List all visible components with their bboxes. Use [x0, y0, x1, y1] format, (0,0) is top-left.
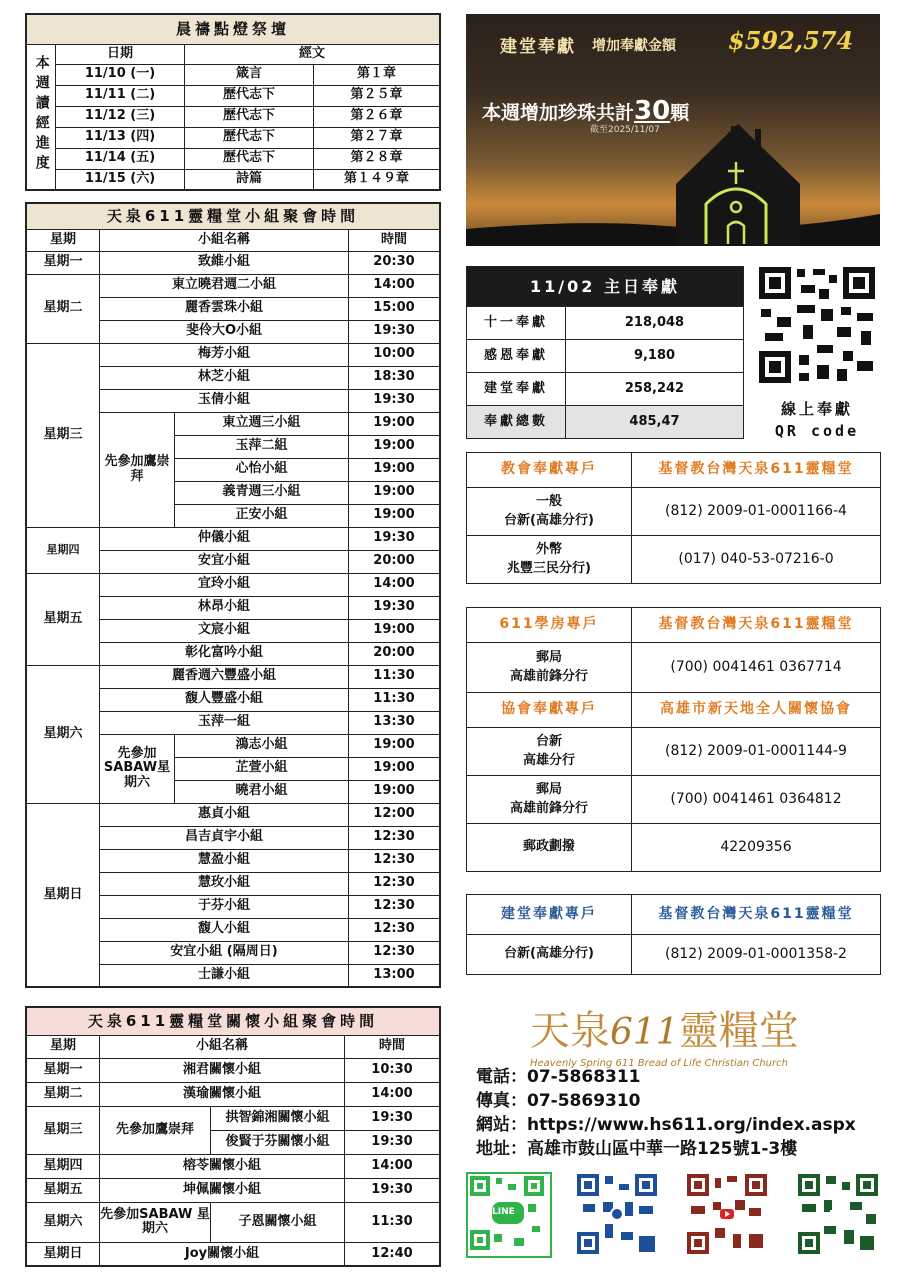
group-name: 坤佩關懷小組 [100, 1178, 345, 1202]
group-name: 湘君關懷小組 [100, 1058, 345, 1082]
account-bank: 台新 高雄分行 [467, 728, 632, 776]
account-bank: 一般 台新(高雄分行) [467, 488, 632, 536]
line-qr[interactable] [466, 1172, 552, 1258]
group-name: 致維小組 [100, 251, 349, 274]
line-label: LINE [492, 1207, 515, 1217]
group-name: 士謙小組 [100, 964, 349, 987]
group-time: 10:30 [345, 1058, 441, 1082]
scripture-header: 經文 [185, 44, 441, 64]
online-offering-label: 線上奉獻 QR code [774, 400, 860, 440]
youtube-qr[interactable] [685, 1172, 769, 1256]
group-name-header: 小組名稱 [100, 1035, 345, 1058]
group-name: 拱智錦湘關懷小組 [211, 1106, 345, 1130]
account-name: 高雄市新天地全人關懷協會 [632, 693, 881, 728]
eagle-worship-note: 先參加鷹崇拜 [100, 1106, 211, 1154]
reading-chapter: 第１章 [314, 64, 441, 85]
account-header: 教會奉獻專戶 [467, 453, 632, 488]
account-bank: 郵政劃撥 [467, 824, 632, 872]
group-time: 19:30 [345, 1130, 441, 1154]
offering-amount: 258,242 [566, 373, 744, 406]
group-name: 安宜小組 (隔周日) [100, 941, 349, 964]
time-header: 時間 [345, 1035, 441, 1058]
group-time: 19:30 [349, 527, 441, 550]
offering-amount: 218,048 [566, 307, 744, 340]
reading-book: 歷代志下 [185, 106, 314, 127]
group-name: 子恩關懷小組 [211, 1202, 345, 1242]
account-bank: 郵局 高雄前鋒分行 [467, 776, 632, 824]
account-name: 基督教台灣天泉611靈糧堂 [632, 608, 881, 643]
account-bank: 外幣 兆豐三民分行) [467, 536, 632, 584]
group-name: Joy關懷小組 [100, 1242, 345, 1266]
group-name: 玉倩小組 [100, 389, 349, 412]
group-time: 12:40 [345, 1242, 441, 1266]
offering-type: 十一奉獻 [467, 307, 566, 340]
group-name: 正安小組 [175, 504, 349, 527]
weekday-cell: 星期一 [26, 251, 100, 274]
group-name: 慧玫小組 [100, 872, 349, 895]
group-name: 玉萍一組 [100, 711, 349, 734]
qr-code-icon [757, 265, 877, 385]
group-name: 林芝小組 [100, 366, 349, 389]
account-header: 611學房專戶 [467, 608, 632, 643]
offering-type: 感恩奉獻 [467, 340, 566, 373]
weekday-cell: 星期二 [26, 274, 100, 343]
group-time: 12:30 [349, 872, 441, 895]
group-time: 11:30 [349, 688, 441, 711]
group-time: 19:30 [345, 1178, 441, 1202]
fax: 傳真：07-5869310 [476, 1091, 641, 1111]
group-time: 10:00 [349, 343, 441, 366]
weekday-cell: 星期四 [26, 1154, 100, 1178]
group-time: 14:00 [345, 1154, 441, 1178]
group-time: 20:30 [349, 251, 441, 274]
reading-chapter: 第２８章 [314, 148, 441, 169]
pearls-date: 截至2025/11/07 [590, 125, 660, 135]
group-time: 19:30 [345, 1106, 441, 1130]
phone: 電話：07-5868311 [476, 1067, 641, 1087]
sabaw-note: 先參加SABAW星期六 [100, 734, 175, 803]
group-name: 馥人豐盛小組 [100, 688, 349, 711]
group-time: 19:00 [349, 412, 441, 435]
group-time: 19:00 [349, 757, 441, 780]
reading-chapter: 第２５章 [314, 85, 441, 106]
group-name: 昌吉貞宇小組 [100, 826, 349, 849]
group-time: 19:30 [349, 596, 441, 619]
time-header: 時間 [349, 229, 441, 251]
account-bank: 台新(高雄分行) [467, 935, 632, 975]
group-time: 19:00 [349, 481, 441, 504]
weekday-cell: 星期三 [26, 343, 100, 527]
group-time: 13:30 [349, 711, 441, 734]
church-account-table [466, 452, 881, 584]
group-time: 14:00 [345, 1082, 441, 1106]
weekday-header: 星期 [26, 229, 100, 251]
weekday-cell: 星期五 [26, 573, 100, 665]
group-name: 慧盈小組 [100, 849, 349, 872]
group-name: 玉萍二組 [175, 435, 349, 458]
group-name: 東立週三小組 [175, 412, 349, 435]
group-time: 19:00 [349, 619, 441, 642]
account-number: (700) 0041461 0367714 [632, 643, 881, 693]
weekday-cell: 星期一 [26, 1058, 100, 1082]
group-time: 15:00 [349, 297, 441, 320]
qr-code-icon [685, 1172, 769, 1256]
group-time: 19:30 [349, 389, 441, 412]
small-group-title: 天泉611靈糧堂小組聚會時間 [26, 203, 440, 229]
weekday-cell: 星期日 [26, 1242, 100, 1266]
account-number: (812) 2009-01-0001166-4 [632, 488, 881, 536]
website-qr[interactable] [796, 1172, 880, 1256]
banner-line2: 增加奉獻金額 [592, 38, 676, 54]
group-time: 12:30 [349, 849, 441, 872]
contact-info [476, 1065, 896, 1161]
group-name: 于芬小組 [100, 895, 349, 918]
reading-date: 11/12 (三) [56, 106, 185, 127]
group-time: 11:30 [349, 665, 441, 688]
weekday-header: 星期 [26, 1035, 100, 1058]
care-group-title: 天泉611靈糧堂關懷小組聚會時間 [26, 1007, 440, 1035]
account-header: 建堂奉獻專戶 [467, 895, 632, 935]
prayer-table [25, 13, 441, 191]
qr-code-icon [796, 1172, 880, 1256]
date-header: 日期 [56, 44, 185, 64]
address: 地址：高雄市鼓山區中華一路125號1-3樓 [476, 1139, 798, 1159]
reading-book: 箴言 [185, 64, 314, 85]
account-number: (017) 040-53-07216-0 [632, 536, 881, 584]
group-time: 19:00 [349, 435, 441, 458]
group-name: 安宜小組 [100, 550, 349, 573]
qr-code-icon [575, 1172, 659, 1256]
group-name: 斐伶大O小組 [100, 320, 349, 343]
group-name: 漢瑜關懷小組 [100, 1082, 345, 1106]
group-name: 惠貞小組 [100, 803, 349, 826]
group-time: 14:00 [349, 573, 441, 596]
reading-date: 11/14 (五) [56, 148, 185, 169]
group-name: 宜玲小組 [100, 573, 349, 596]
group-time: 19:00 [349, 458, 441, 481]
group-name-header: 小組名稱 [100, 229, 349, 251]
weekday-cell: 星期二 [26, 1082, 100, 1106]
group-time: 19:30 [349, 320, 441, 343]
offering-total-label: 奉獻總數 [467, 406, 566, 439]
group-name: 彰化富吟小組 [100, 642, 349, 665]
group-name: 東立曉君週二小組 [100, 274, 349, 297]
account-name: 基督教台灣天泉611靈糧堂 [632, 895, 881, 935]
reading-chapter: 第２６章 [314, 106, 441, 127]
offering-title: 11/02 主日奉獻 [467, 267, 744, 307]
group-time: 11:30 [345, 1202, 441, 1242]
weekday-cell: 星期四 [26, 527, 100, 573]
group-time: 13:00 [349, 964, 441, 987]
reading-progress-label: 本週讀經進度 [26, 44, 56, 190]
weekday-cell: 星期三 [26, 1106, 100, 1154]
facebook-qr[interactable] [575, 1172, 659, 1256]
offering-total: 485,47 [566, 406, 744, 439]
weekday-cell: 星期五 [26, 1178, 100, 1202]
group-name: 梅芳小組 [100, 343, 349, 366]
group-time: 18:30 [349, 366, 441, 389]
group-name: 義青週三小組 [175, 481, 349, 504]
account-header: 協會奉獻專戶 [467, 693, 632, 728]
eagle-worship-note: 先參加鷹崇拜 [100, 412, 175, 527]
banner-amount: $592,574 [728, 26, 854, 55]
reading-book: 詩篇 [185, 169, 314, 190]
sabaw-note: 先參加SABAW 星期六 [100, 1202, 211, 1242]
reading-date: 11/10 (一) [56, 64, 185, 85]
group-name: 芷萱小組 [175, 757, 349, 780]
account-name: 基督教台灣天泉611靈糧堂 [632, 453, 881, 488]
group-name: 文宸小組 [100, 619, 349, 642]
group-time: 12:30 [349, 895, 441, 918]
weekday-cell: 星期六 [26, 1202, 100, 1242]
church-logo: 天泉611靈糧堂 Heavenly Spring 611 Bread of Life Christian Church [530, 1008, 799, 1069]
prayer-title: 晨禱點燈祭壇 [26, 14, 440, 44]
offering-type: 建堂奉獻 [467, 373, 566, 406]
account-number: (812) 2009-01-0001144-9 [632, 728, 881, 776]
building-account-table [466, 894, 881, 975]
care-group-table [25, 1006, 441, 1267]
group-name: 林昂小組 [100, 596, 349, 619]
reading-chapter: 第１４９章 [314, 169, 441, 190]
group-time: 12:30 [349, 826, 441, 849]
reading-book: 歷代志下 [185, 127, 314, 148]
offering-amount: 9,180 [566, 340, 744, 373]
group-time: 19:00 [349, 734, 441, 757]
account-bank: 郵局 高雄前鋒分行 [467, 643, 632, 693]
group-time: 20:00 [349, 642, 441, 665]
school-association-account-table [466, 607, 881, 872]
group-name: 鴻志小組 [175, 734, 349, 757]
group-name: 榕苓關懷小組 [100, 1154, 345, 1178]
reading-date: 11/13 (四) [56, 127, 185, 148]
group-time: 14:00 [349, 274, 441, 297]
account-number: (700) 0041461 0364812 [632, 776, 881, 824]
group-name: 俊賢于芬關懷小組 [211, 1130, 345, 1154]
reading-date: 11/15 (六) [56, 169, 185, 190]
account-number: 42209356 [632, 824, 881, 872]
group-name: 曉君小組 [175, 780, 349, 803]
group-name: 麗香雲珠小組 [100, 297, 349, 320]
reading-date: 11/11 (二) [56, 85, 185, 106]
online-offering-qr[interactable] [757, 265, 877, 385]
reading-book: 歷代志下 [185, 85, 314, 106]
pearls-text: 本週增加珍珠共計30顆 [482, 96, 690, 126]
reading-chapter: 第２７章 [314, 127, 441, 148]
offering-table [466, 266, 744, 439]
group-time: 19:00 [349, 780, 441, 803]
group-time: 19:00 [349, 504, 441, 527]
banner-line1: 建堂奉獻 [500, 37, 576, 57]
group-time: 20:00 [349, 550, 441, 573]
reading-book: 歷代志下 [185, 148, 314, 169]
website[interactable]: 網站：https://www.hs611.org/index.aspx [476, 1115, 856, 1135]
small-group-table [25, 202, 441, 988]
group-name: 麗香週六豐盛小組 [100, 665, 349, 688]
group-name: 心怡小組 [175, 458, 349, 481]
weekday-cell: 星期六 [26, 665, 100, 803]
group-time: 12:30 [349, 918, 441, 941]
group-name: 仲儀小組 [100, 527, 349, 550]
group-time: 12:00 [349, 803, 441, 826]
group-time: 12:30 [349, 941, 441, 964]
account-number: (812) 2009-01-0001358-2 [632, 935, 881, 975]
building-fund-banner [466, 14, 880, 246]
weekday-cell: 星期日 [26, 803, 100, 987]
group-name: 馥人小組 [100, 918, 349, 941]
